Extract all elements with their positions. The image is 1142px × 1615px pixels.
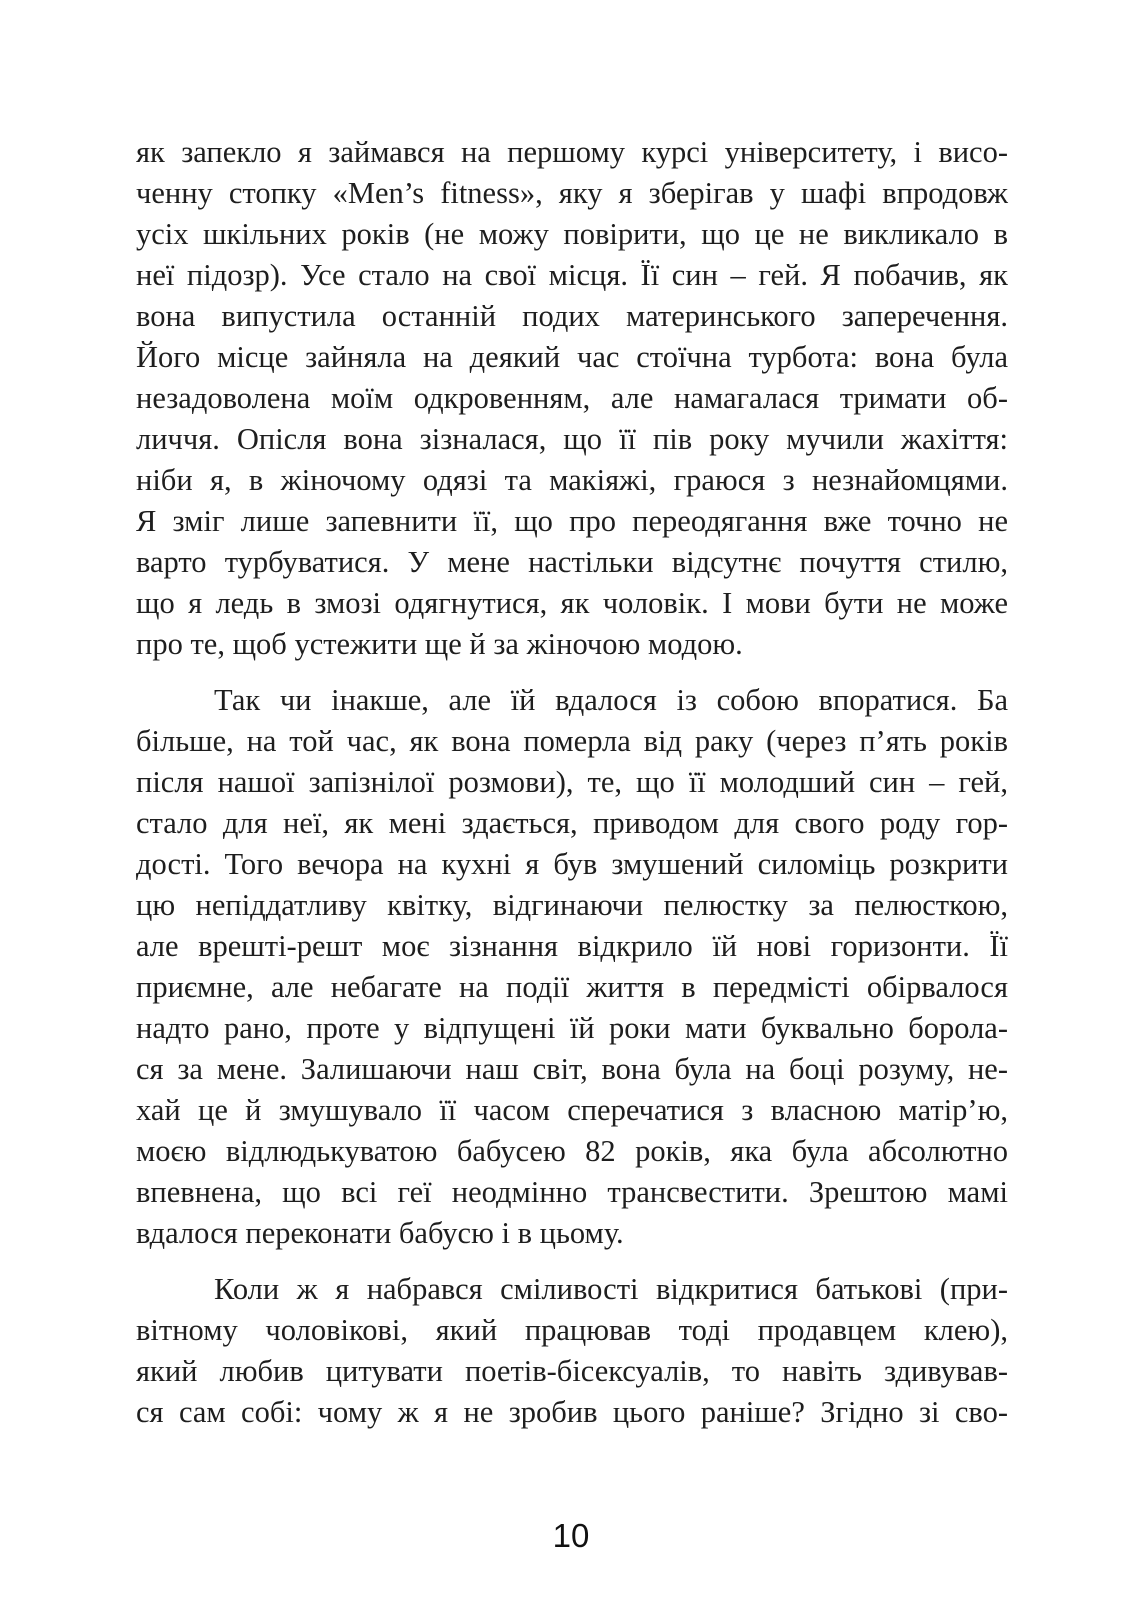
text-line: що я ледь в змозі одягнутися, як чоловік. І мови бути не може — [136, 586, 1008, 620]
paragraph-3 — [136, 1269, 1008, 1433]
text-line: впевнена, що всі геї неодмінно трансвестити. Зрештою мамі — [136, 1175, 1008, 1209]
text-line: приємне, але небагате на події життя в передмісті обірвалося — [136, 970, 1008, 1004]
page-number: 10 — [552, 1517, 590, 1554]
text-line: цю непіддатливу квітку, відгинаючи пелюстку за пелюсткою, — [136, 888, 1008, 922]
text-line: усіх шкільних років (не можу повірити, що це не викликало в — [136, 217, 1008, 251]
body-text — [136, 132, 1008, 1433]
text-line: який любив цитувати поетів-бісексуалів, то навіть здивував- — [136, 1354, 1008, 1388]
text-line: дості. Того вечора на кухні я був змушений силоміць розкрити — [136, 847, 1008, 881]
paragraph-2 — [136, 680, 1008, 1254]
text-line: Коли ж я набрався сміливості відкритися батькові (при- — [214, 1272, 1008, 1306]
text-line: але врешті-решт моє зізнання відкрило їй нові горизонти. Її — [136, 929, 1008, 963]
text-line: стало для неї, як мені здається, приводом для свого роду гор- — [136, 806, 1008, 840]
text-line: моєю відлюдькуватою бабусею 82 років, яка була абсолютно — [136, 1134, 1008, 1168]
text-line: Так чи інакше, але їй вдалося із собою впоратися. Ба — [214, 683, 1008, 717]
text-line: як запекло я займався на першому курсі університету, і висо- — [136, 135, 1008, 169]
text-line: ченну стопку «Men’s fitness», яку я зберігав у шафі впродовж — [136, 176, 1008, 210]
paragraph-1 — [136, 132, 1008, 665]
text-line: неї підозр). Усе стало на свої місця. Її син – гей. Я побачив, як — [136, 258, 1008, 292]
text-line: надто рано, проте у відпущені їй роки мати буквально борола- — [136, 1011, 1008, 1045]
text-line: варто турбуватися. У мене настільки відсутнє почуття стилю, — [136, 545, 1008, 579]
text-line: незадоволена моїм одкровенням, але намагалася тримати об- — [136, 381, 1008, 415]
text-line: вітному чоловікові, який працював тоді продавцем клею), — [136, 1313, 1008, 1347]
text-line: личчя. Опісля вона зізналася, що її пів року мучили жахіття: — [136, 422, 1008, 456]
text-line: більше, на той час, як вона померла від раку (через п’ять років — [136, 724, 1008, 758]
text-line: вдалося переконати бабусю і в цьому. — [136, 1216, 624, 1250]
text-line: Я зміг лише запевнити її, що про переодягання вже точно не — [136, 504, 1008, 538]
text-line: ся за мене. Залишаючи наш світ, вона була на боці розуму, не- — [136, 1052, 1008, 1086]
text-line: вона випустила останній подих материнського заперечення. — [136, 299, 1008, 333]
text-line: про те, щоб устежити ще й за жіночою модою. — [136, 627, 743, 661]
text-line: після нашої запізнілої розмови), те, що її молодший син – гей, — [136, 765, 1008, 799]
text-line: ніби я, в жіночому одязі та макіяжі, граюся з незнайомцями. — [136, 463, 1008, 497]
text-line: хай це й змушувало її часом сперечатися з власною матір’ю, — [136, 1093, 1008, 1127]
text-line: Його місце зайняла на деякий час стоїчна турбота: вона була — [136, 340, 1008, 374]
text-line: ся сам собі: чому ж я не зробив цього раніше? Згідно зі сво- — [136, 1395, 1008, 1429]
